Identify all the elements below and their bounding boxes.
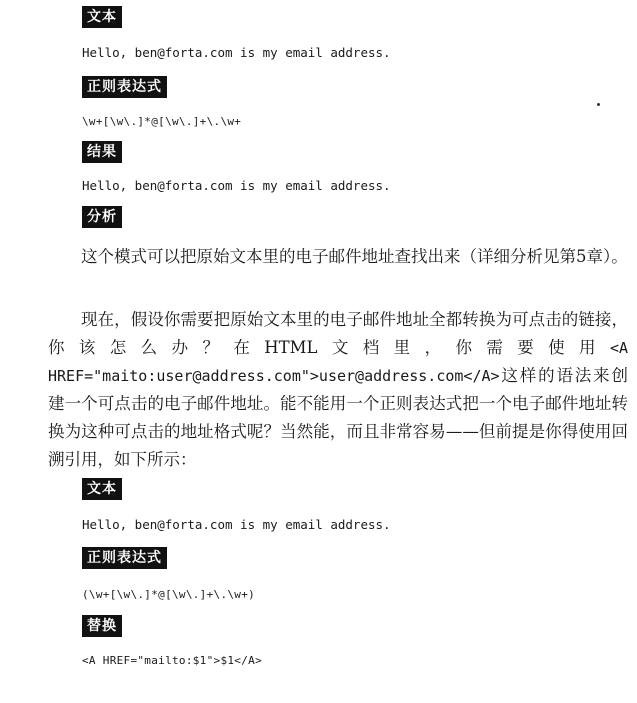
result-sample: Hello, ben@forta.com is my email address. bbox=[82, 178, 391, 193]
body-paragraph bbox=[48, 306, 628, 474]
body-text-part1: 现在，假设你需要把原始文本里的电子邮件地址全都转换为可点击的链接，你该怎么办？在HTML文档里，你需要使用 bbox=[48, 310, 628, 357]
replace-label: 替换 bbox=[82, 615, 122, 637]
regex-label: 正则表达式 bbox=[82, 76, 167, 98]
text-sample-2: Hello, ben@forta.com is my email address. bbox=[82, 517, 391, 532]
regex-pattern: \w+[\w\.]*@[\w\.]+\.\w+ bbox=[82, 115, 242, 128]
analysis-label: 分析 bbox=[82, 206, 122, 228]
inline-code: <A HREF="maito:user@address.com">user@address.com</A> bbox=[48, 339, 628, 385]
text-sample: Hello, ben@forta.com is my email address. bbox=[82, 45, 391, 60]
replace-pattern: <A HREF="mailto:$1">$1</A> bbox=[82, 654, 262, 667]
body-text-part2: 这样的语法来创建一个可点击的电子邮件地址。能不能用一个正则表达式把一个电子邮件地址转换为这种可点击的地址格式呢？当然能，而且非常容易——但前提是你得使用回溯引用，如下所示： bbox=[48, 366, 628, 469]
result-label: 结果 bbox=[82, 141, 122, 163]
regex-pattern-2: (\w+[\w\.]*@[\w\.]+\.\w+) bbox=[82, 588, 256, 601]
analysis-paragraph: 这个模式可以把原始文本里的电子邮件地址查找出来（详细分析见第5章）。 bbox=[81, 247, 628, 266]
text-label-2: 文本 bbox=[82, 478, 122, 500]
text-label: 文本 bbox=[82, 6, 122, 28]
scan-speck bbox=[597, 103, 600, 106]
regex-label-2: 正则表达式 bbox=[82, 547, 167, 569]
